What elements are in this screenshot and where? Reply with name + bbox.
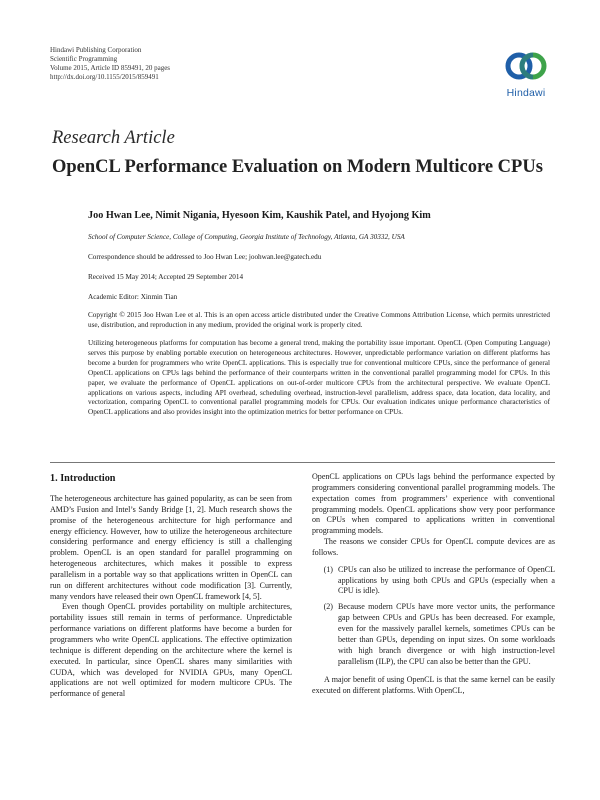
abstract: Utilizing heterogeneous platforms for computation has become a general trend, making the portability issue important. OpenCL (Open Computing Language) serves this purpose by enabling portable execution on heterogeneous architectures. However, unpredictable performance variation on different platforms has become a burden for programmers who write OpenCL applications. This is especially true for conventional multicore CPUs, since the performance of general OpenCL applications on CPUs lags behind the performance of their counterparts written in the conventional parallel programming model for CPUs. In this paper, we evaluate the performance of OpenCL applications on out-of-order multicore CPUs from the architectural perspective. We evaluate OpenCL applications on various aspects, including API overhead, scheduling overhead, instruction-level parallelism, address space, data location, data locality, and vectorization, comparing OpenCL to conventional parallel programming models for CPUs. Our evaluation indicates unique performance characteristics of OpenCL applications and also provides insight into the optimization metrics for better performance on CPUs. bbox=[88, 339, 550, 417]
numbered-list bbox=[312, 565, 555, 668]
section-heading-introduction: 1. Introduction bbox=[50, 473, 116, 484]
body-paragraph: The reasons we consider CPUs for OpenCL compute devices are as follows. bbox=[312, 537, 555, 557]
list-item-number: (1) bbox=[323, 564, 333, 574]
body-paragraph: Even though OpenCL provides portability on multiple architectures, portability issues still remain in terms of performance. Unpredictable performance variations on different platforms have become a burden for programmers who write OpenCL applications. The effective optimization technique is different depending on the architecture where the kernel is executed. In particular, since OpenCL shares many similarities with CUDA, which was developed for NVIDIA GPUs, many OpenCL applications are not well optimized for modern multicore CPUs. The performance of general bbox=[50, 602, 292, 699]
paper-title: OpenCL Performance Evaluation on Modern Multicore CPUs bbox=[52, 157, 543, 177]
academic-editor: Academic Editor: Xinmin Tian bbox=[88, 293, 178, 301]
body-paragraph: The heterogeneous architecture has gained popularity, as can be seen from AMD’s Fusion and Intel’s Sandy Bridge [1, 2]. Much research shows the promise of the heterogeneous architecture for high performance and energy efficiency. However, how to utilize the heterogeneous architecture considering performance and energy efficiency is still a challenging problem. OpenCL is an open standard for parallel programming on heterogeneous architectures, which makes it possible to express parallelism in a portable way so that applications written in OpenCL can run on different architectures without code modification [3]. Currently, many vendors have released their own OpenCL framework [4, 5]. bbox=[50, 494, 292, 601]
affiliation: School of Computer Science, College of Computing, Georgia Institute of Technology, Atlanta, GA 30332, USA bbox=[88, 233, 405, 241]
volume-info: Volume 2015, Article ID 859491, 20 pages bbox=[50, 64, 171, 72]
list-item-text: CPUs can also be utilized to increase the performance of OpenCL applications by using both CPUs and GPUs (especially when a CPU is idle). bbox=[338, 564, 555, 596]
list-item-text: Because modern CPUs have more vector units, the performance gap between CPUs and GPUs has been decreased. For example, even for the massively parallel kernels, sometimes CPUs can be better than GPUs, depending on input sizes. On some workloads with high branch divergence or with high instruction-level parallelism (ILP), the CPU can also be better than the GPU. bbox=[338, 602, 555, 666]
hindawi-logo bbox=[498, 46, 554, 104]
body-paragraph: OpenCL applications on CPUs lags behind the performance expected by programmers considering conventional parallel programming models. The expectation comes from programmers’ experience with conventional programming models. OpenCL applications show very poor performance on CPUs when compared to applications written in conventional programming models. bbox=[312, 472, 555, 536]
received-accepted-dates: Received 15 May 2014; Accepted 29 September 2014 bbox=[88, 273, 244, 281]
copyright-notice: Copyright © 2015 Joo Hwan Lee et al. This is an open access article distributed under the Creative Commons Attribution License, which permits unrestricted use, distribution, and reproduction in any medium, provided the original work is properly cited. bbox=[88, 311, 550, 330]
article-type: Research Article bbox=[52, 128, 175, 148]
right-column bbox=[312, 472, 555, 697]
list-item bbox=[312, 602, 555, 667]
journal-name: Scientific Programming bbox=[50, 55, 118, 63]
author-list: Joo Hwan Lee, Nimit Nigania, Hyesoon Kim, Kaushik Patel, and Hyojong Kim bbox=[88, 210, 431, 221]
section-divider bbox=[50, 462, 555, 463]
hindawi-logo-icon bbox=[502, 46, 550, 86]
left-column bbox=[50, 472, 292, 700]
list-item-number: (2) bbox=[323, 602, 333, 612]
logo-wordmark: Hindawi bbox=[506, 87, 546, 99]
journal-header bbox=[50, 46, 170, 82]
body-paragraph: A major benefit of using OpenCL is that the same kernel can be easily executed on different platforms. With OpenCL, bbox=[312, 675, 555, 696]
correspondence: Correspondence should be addressed to Joo Hwan Lee; joohwan.lee@gatech.edu bbox=[88, 253, 322, 261]
doi-link[interactable]: http://dx.doi.org/10.1155/2015/859491 bbox=[50, 73, 159, 81]
list-item bbox=[312, 565, 555, 598]
publisher-name: Hindawi Publishing Corporation bbox=[50, 46, 142, 54]
